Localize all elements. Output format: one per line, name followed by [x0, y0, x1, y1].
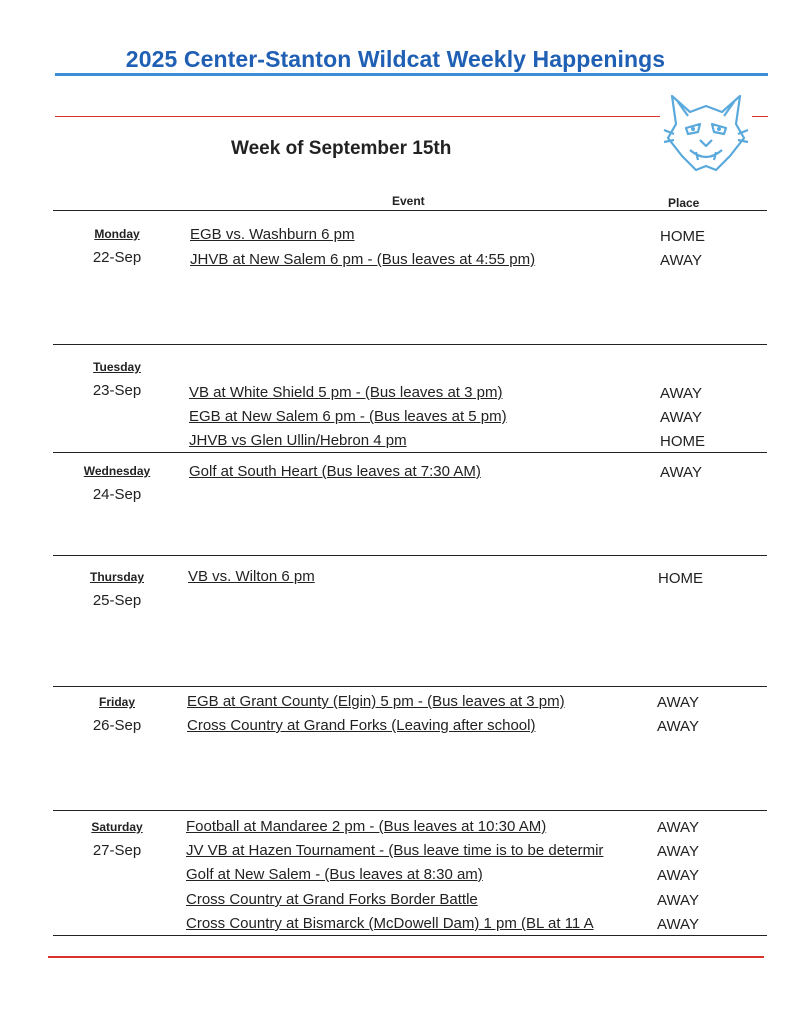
day-date: 26-Sep [92, 717, 142, 734]
event-item: JHVB at New Salem 6 pm - (Bus leaves at 4:55 pm) [190, 251, 536, 268]
event-place: AWAY [657, 819, 699, 836]
event-item: EGB vs. Washburn 6 pm [190, 226, 355, 243]
event-place: AWAY [657, 718, 699, 735]
event-place: AWAY [657, 694, 699, 711]
event-place: AWAY [657, 867, 699, 884]
footer-divider-red [48, 956, 764, 958]
day-divider [53, 452, 767, 453]
day-monday [53, 227, 181, 266]
event-item: Golf at South Heart (Bus leaves at 7:30 AM) [189, 463, 481, 480]
day-date: 25-Sep [92, 592, 142, 609]
event-item: JV VB at Hazen Tournament - (Bus leave time is to be determir [186, 842, 604, 859]
day-thursday [53, 570, 181, 609]
day-divider [53, 555, 767, 556]
day-name: Saturday [91, 820, 143, 834]
day-name: Tuesday [93, 360, 141, 374]
day-friday [53, 695, 181, 734]
day-wednesday [53, 464, 181, 503]
table-bottom-line [53, 935, 767, 936]
wildcat-mascot-icon [660, 90, 752, 174]
page-title: 2025 Center-Stanton Wildcat Weekly Happenings [125, 46, 666, 72]
event-place: AWAY [660, 464, 702, 481]
event-item: Cross Country at Grand Forks (Leaving after school) [187, 717, 536, 734]
event-item: Football at Mandaree 2 pm - (Bus leaves at 10:30 AM) [186, 818, 547, 835]
day-date: 27-Sep [92, 842, 142, 859]
title-underline-blue [55, 73, 768, 76]
event-item: Golf at New Salem - (Bus leaves at 8:30 am) [186, 866, 483, 883]
day-name: Monday [94, 227, 140, 241]
event-column-header: Event [392, 194, 425, 208]
event-place: AWAY [657, 916, 699, 933]
table-header-line [53, 210, 767, 211]
event-place: HOME [660, 433, 705, 450]
event-item: JHVB vs Glen Ullin/Hebron 4 pm [189, 432, 407, 449]
event-place: AWAY [660, 252, 702, 269]
day-divider [53, 344, 767, 345]
event-item: EGB at Grant County (Elgin) 5 pm - (Bus leaves at 3 pm) [187, 693, 565, 710]
event-place: AWAY [657, 843, 699, 860]
event-item: Cross Country at Grand Forks Border Battle [186, 891, 478, 908]
day-divider [53, 810, 767, 811]
event-item: EGB at New Salem 6 pm - (Bus leaves at 5 pm) [189, 408, 507, 425]
event-place: HOME [658, 570, 703, 587]
week-heading: Week of September 15th [231, 138, 452, 159]
day-tuesday [53, 360, 181, 399]
day-name: Thursday [89, 570, 144, 584]
event-item: VB at White Shield 5 pm - (Bus leaves at 3 pm) [189, 384, 503, 401]
place-column-header: Place [668, 196, 700, 210]
event-item: Cross Country at Bismarck (McDowell Dam) 1 pm (BL at 11 A [186, 915, 594, 932]
day-date: 23-Sep [92, 382, 142, 399]
day-name: Friday [98, 695, 135, 709]
day-saturday [53, 820, 181, 859]
event-place: AWAY [660, 385, 702, 402]
day-divider [53, 686, 767, 687]
event-place: AWAY [657, 892, 699, 909]
day-date: 22-Sep [92, 249, 142, 266]
day-date: 24-Sep [92, 486, 142, 503]
event-place: HOME [660, 228, 705, 245]
day-name: Wednesday [83, 464, 151, 478]
event-place: AWAY [660, 409, 702, 426]
event-item: VB vs. Wilton 6 pm [188, 568, 315, 585]
